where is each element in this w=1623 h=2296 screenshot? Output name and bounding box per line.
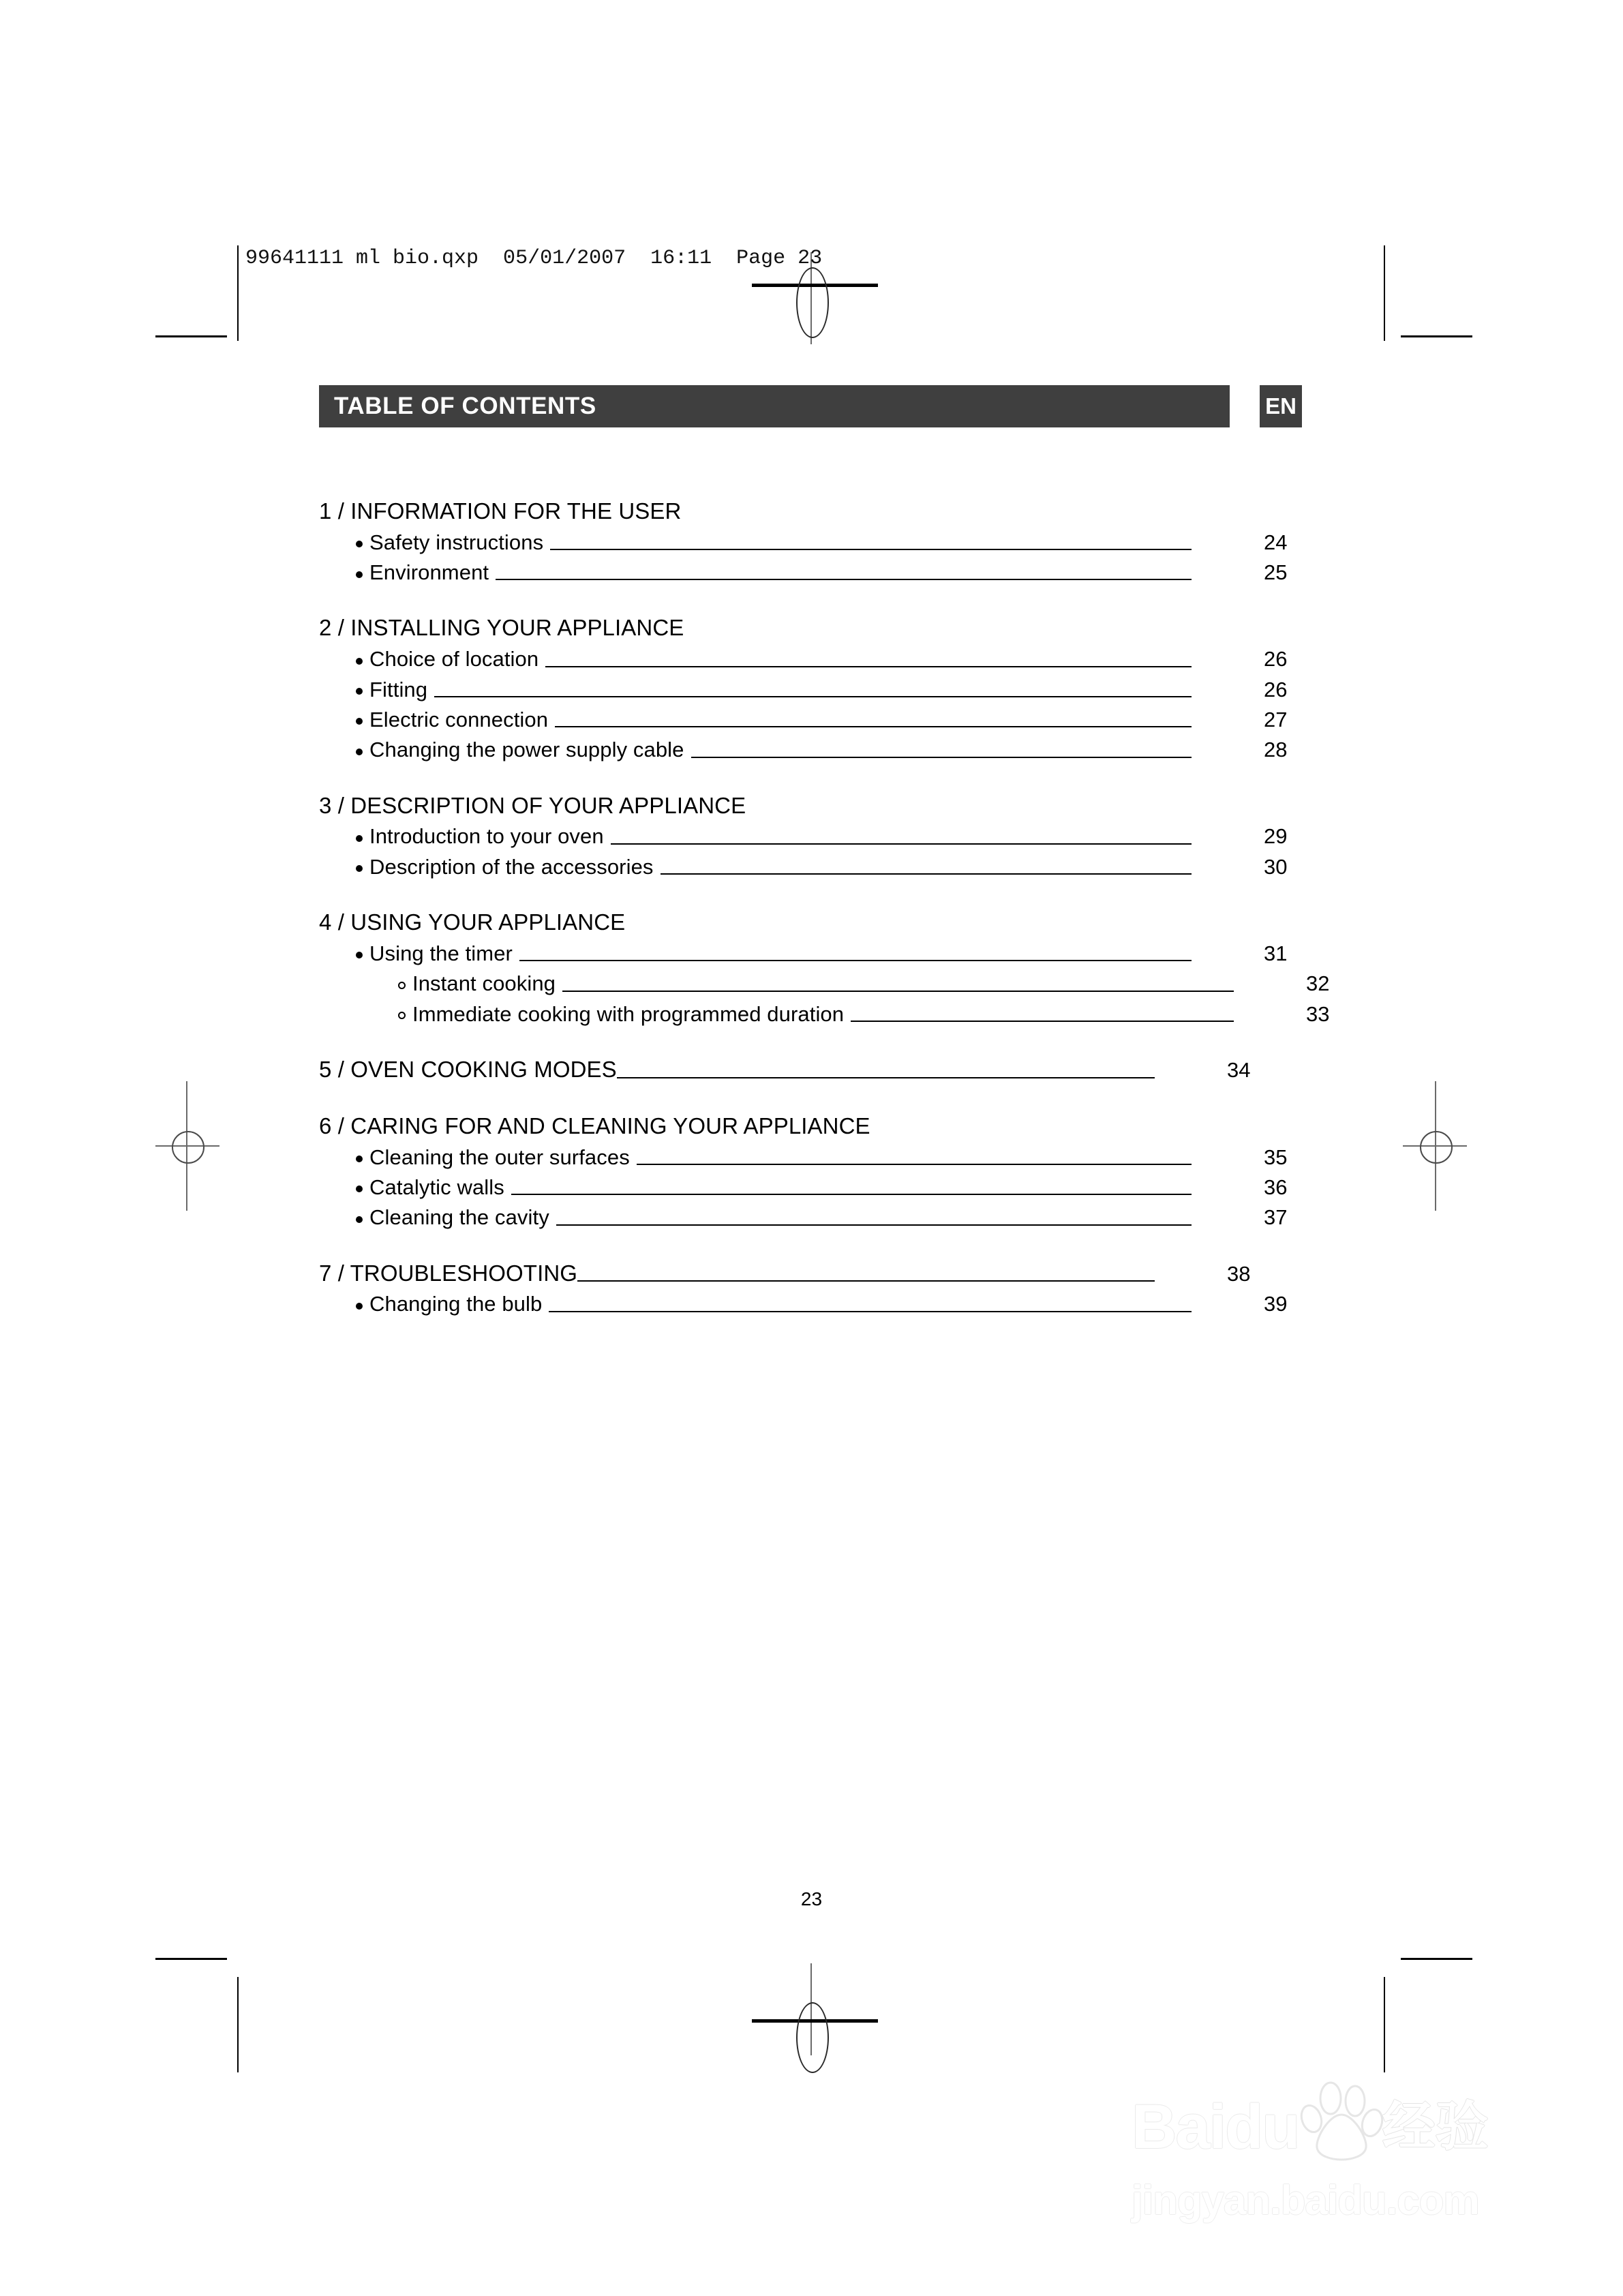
crop-mark-bottom-left-horizontal (155, 1958, 227, 1960)
toc-page-number: 38 (1227, 1262, 1251, 1286)
dot-shape (356, 749, 363, 755)
toc-page-number: 29 (1264, 824, 1288, 849)
toc-section-heading: 7 / TROUBLESHOOTING (319, 1260, 578, 1286)
page-header-bar (319, 385, 1230, 427)
toc-entry[interactable] (319, 1174, 1337, 1201)
bullet-icon (356, 1209, 363, 1229)
bullet-icon (356, 710, 363, 731)
bullet-icon (356, 680, 363, 701)
toc-page-number: 30 (1264, 854, 1288, 879)
toc-leader-line (562, 991, 1234, 992)
toc-section (319, 1055, 1301, 1085)
dot-shape (356, 1185, 363, 1192)
watermark-url: jingyan.baidu.com (1132, 2177, 1479, 2223)
toc-entry[interactable] (319, 646, 1337, 673)
crop-mark-bottom-right-horizontal (1401, 1958, 1472, 1960)
dot-shape (356, 718, 363, 725)
dot-shape (356, 1155, 363, 1162)
bullet-icon (356, 858, 363, 878)
bullet-icon (356, 741, 363, 761)
bullet-icon (356, 1178, 363, 1198)
toc-section (319, 791, 1301, 881)
paw-print-icon (1295, 2081, 1384, 2162)
dot-shape (356, 571, 363, 578)
toc-section-heading: 5 / OVEN COOKING MODES (319, 1056, 617, 1082)
toc-entry-label: Instant cooking (412, 971, 556, 996)
toc-entry-label: Changing the power supply cable (369, 738, 684, 762)
toc-leader-line (545, 666, 1192, 667)
toc-section (319, 1112, 1301, 1232)
bullet-icon (356, 1148, 363, 1168)
dot-shape (356, 1216, 363, 1223)
toc-page-number: 28 (1264, 738, 1288, 762)
dot-shape (356, 688, 363, 695)
toc-section-heading-row[interactable] (319, 1259, 1301, 1288)
toc-section (319, 1259, 1301, 1318)
toc-leader-line (637, 1164, 1192, 1165)
toc-page-number: 39 (1264, 1292, 1288, 1316)
toc-page-number: 36 (1264, 1175, 1288, 1199)
toc-entry[interactable] (319, 706, 1337, 734)
toc-entry[interactable] (319, 1204, 1337, 1231)
crop-mark-top-right-horizontal (1401, 335, 1472, 337)
toc-entry-label: Immediate cooking with programmed duration (412, 1001, 845, 1026)
crop-mark-bottom-left-vertical (237, 1977, 239, 2072)
toc-leader-line (496, 579, 1192, 580)
watermark-brand-cn: 经验 (1382, 2096, 1489, 2158)
toc-entry-label: Safety instructions (369, 530, 544, 554)
toc-section-heading-row[interactable] (319, 791, 1301, 821)
bullet-icon (356, 1295, 363, 1316)
toc-leader-line (549, 1311, 1192, 1312)
toc-leader-line (851, 1021, 1234, 1022)
ring-shape (398, 982, 406, 989)
bullet-icon (356, 650, 363, 671)
toc-section-heading: 4 / USING YOUR APPLIANCE (319, 909, 626, 935)
toc-entry[interactable] (319, 970, 1380, 997)
bullet-icon (356, 563, 363, 584)
dot-shape (356, 541, 363, 547)
toc-page-number: 27 (1264, 707, 1288, 731)
footer-page-number: 23 (800, 1888, 823, 1909)
toc-entry-label: Introduction to your oven (369, 824, 604, 849)
toc-section (319, 908, 1330, 1028)
toc-page-number: 33 (1306, 1001, 1330, 1026)
hollow-bullet-icon (398, 975, 406, 995)
toc-page-number: 24 (1264, 530, 1288, 554)
toc-section-heading-row[interactable] (319, 908, 1301, 937)
toc-section-heading: 1 / INFORMATION FOR THE USER (319, 498, 682, 524)
toc-entry[interactable] (319, 1001, 1380, 1028)
toc-section (319, 614, 1301, 764)
toc-entry[interactable] (319, 823, 1337, 850)
toc-entry[interactable] (319, 940, 1337, 967)
toc-leader-line (550, 549, 1192, 550)
toc-leader-line (519, 960, 1192, 961)
toc-leader-line (434, 696, 1192, 697)
toc-page-number: 31 (1264, 941, 1288, 965)
toc-section-heading: 6 / CARING FOR AND CLEANING YOUR APPLIANCE (319, 1113, 870, 1138)
toc-page-number: 35 (1264, 1145, 1288, 1169)
toc-entry-label: Catalytic walls (369, 1175, 504, 1199)
toc-entry[interactable] (319, 736, 1337, 764)
bullet-icon (356, 944, 363, 965)
toc-entry-label: Environment (369, 560, 489, 585)
toc-leader-line (511, 1194, 1192, 1195)
crop-mark-top-left-horizontal (155, 335, 227, 337)
toc-entry-label: Description of the accessories (369, 854, 654, 879)
toc-leader-line (556, 1224, 1192, 1226)
dot-shape (356, 835, 363, 842)
hollow-bullet-icon (398, 1005, 406, 1025)
crop-mark-top-right-vertical (1384, 245, 1385, 341)
toc-entry[interactable] (319, 854, 1337, 881)
dot-shape (356, 952, 363, 958)
toc-entry[interactable] (319, 1144, 1337, 1171)
toc-section-heading: 2 / INSTALLING YOUR APPLIANCE (319, 615, 684, 641)
toc-leader-line (661, 873, 1192, 875)
toc-page-number: 26 (1264, 647, 1288, 671)
toc-leader-line (617, 1077, 1155, 1078)
toc-entry[interactable] (319, 676, 1337, 704)
toc-leader-line (577, 1280, 1155, 1282)
ring-shape (398, 1012, 406, 1019)
dot-shape (356, 1303, 363, 1310)
toc-entry-label: Using the timer (369, 941, 513, 965)
toc-entry[interactable] (319, 529, 1337, 556)
toc-page-number: 26 (1264, 677, 1288, 701)
toc-page-number: 32 (1306, 971, 1330, 996)
crop-mark-bottom-right-vertical (1384, 1977, 1385, 2072)
bullet-icon (356, 533, 363, 554)
toc-leader-line (555, 726, 1192, 727)
crop-mark-top-left-vertical (237, 245, 239, 341)
toc-entry-label: Fitting (369, 677, 428, 701)
toc-section-heading: 3 / DESCRIPTION OF YOUR APPLIANCE (319, 792, 746, 818)
toc-entry-label: Cleaning the outer surfaces (369, 1145, 630, 1169)
toc-section (319, 497, 1301, 586)
toc-section-heading-row[interactable] (319, 1112, 1301, 1141)
language-badge: EN (1260, 385, 1302, 427)
print-slug: 99641111 ml bio.qxp 05/01/2007 16:11 Page 23 (245, 247, 823, 270)
toc-entry-label: Choice of location (369, 647, 539, 671)
toc-entry-label: Electric connection (369, 707, 549, 731)
page-title: TABLE OF CONTENTS (334, 393, 596, 419)
baidu-watermark (1132, 2052, 1541, 2243)
toc-entry[interactable] (319, 559, 1337, 586)
toc-section-heading-row[interactable] (319, 614, 1301, 643)
toc-leader-line (611, 843, 1192, 845)
watermark-brand: Baidu (1132, 2092, 1299, 2162)
toc-section-heading-row[interactable] (319, 497, 1301, 526)
toc-entry-label: Cleaning the cavity (369, 1205, 549, 1230)
toc-entry-label: Changing the bulb (369, 1292, 543, 1316)
toc-page-number: 25 (1264, 560, 1288, 585)
dot-shape (356, 865, 363, 872)
table-of-contents (319, 494, 1330, 1318)
toc-entry[interactable] (319, 1290, 1337, 1318)
toc-page-number: 37 (1264, 1205, 1288, 1230)
toc-section-heading-row[interactable] (319, 1055, 1301, 1085)
dot-shape (356, 658, 363, 665)
bullet-icon (356, 828, 363, 848)
toc-page-number: 34 (1227, 1058, 1251, 1083)
toc-leader-line (691, 757, 1192, 758)
